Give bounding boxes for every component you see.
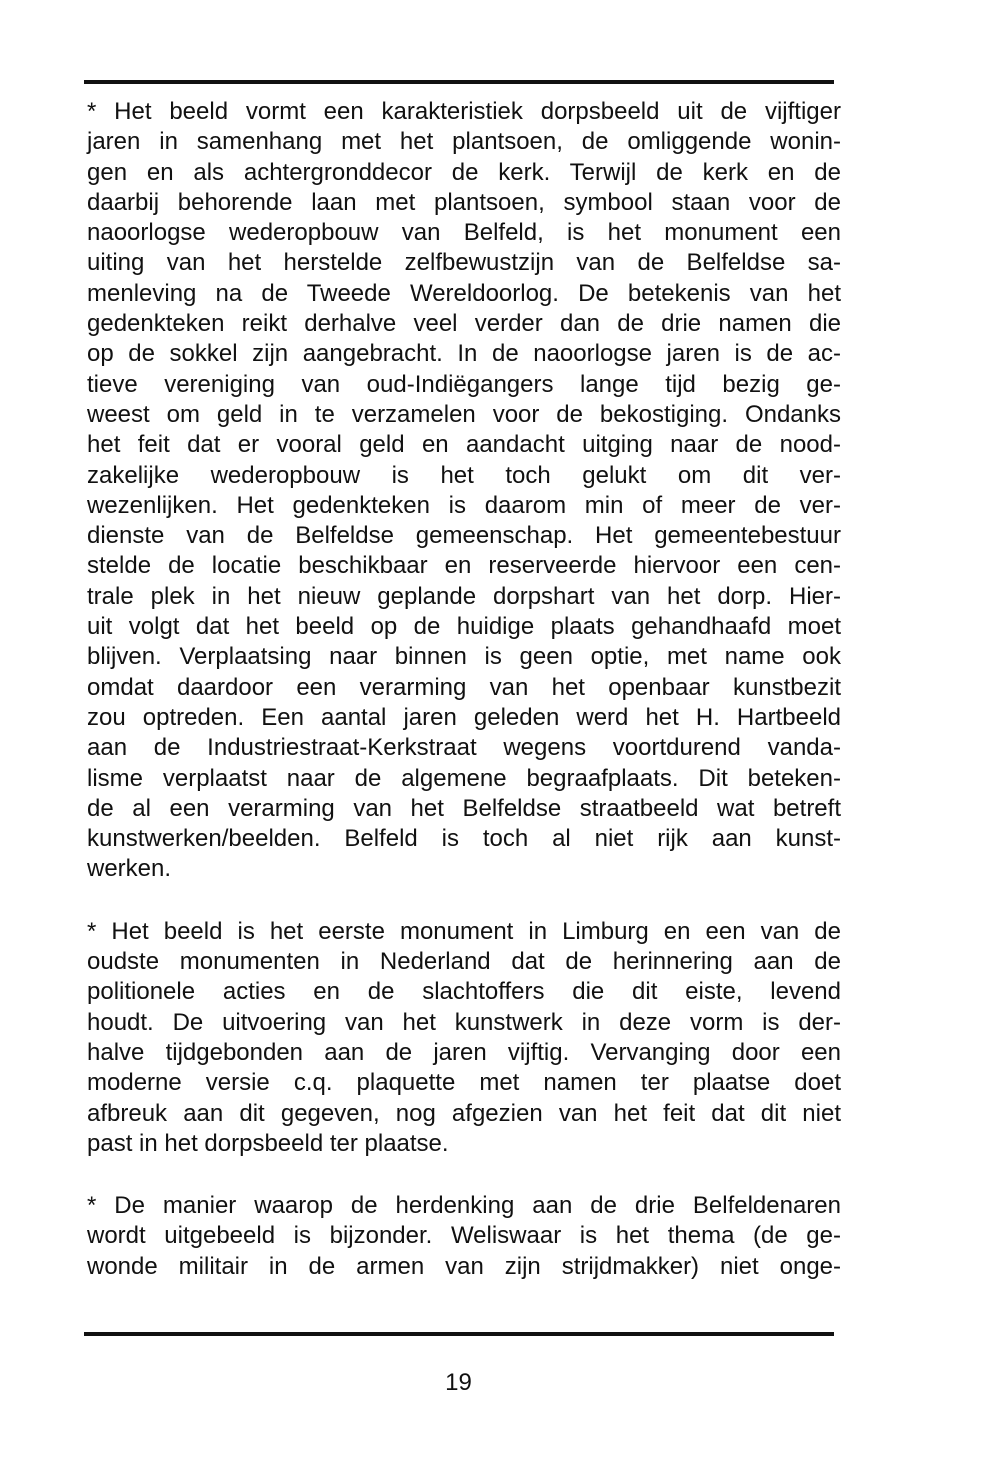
text-line: kunstwerken/beelden. Belfeld is toch al niet rijk aan kunst- bbox=[87, 825, 841, 853]
text-line: op de sokkel zijn aangebracht. In de naoorlogse jaren is de ac- bbox=[87, 340, 841, 368]
text-line: oudste monumenten in Nederland dat de herinnering aan de bbox=[87, 948, 841, 976]
text-line: houdt. De uitvoering van het kunstwerk in deze vorm is der- bbox=[87, 1008, 841, 1036]
paragraph bbox=[87, 97, 841, 885]
text-line: moderne versie c.q. plaquette met namen ter plaatse doet bbox=[87, 1069, 841, 1097]
text-line: trale plek in het nieuw geplande dorpshart van het dorp. Hier- bbox=[87, 582, 841, 610]
text-line: daarbij behorende laan met plantsoen, symbool staan voor de bbox=[87, 188, 841, 216]
text-line: * Het beeld is het eerste monument in Limburg en een van de bbox=[87, 917, 841, 945]
text-line: lisme verplaatst naar de algemene begraafplaats. Dit beteken- bbox=[87, 764, 841, 792]
paragraph-gap bbox=[87, 1159, 841, 1191]
text-line: wonde militair in de armen van zijn strijdmakker) niet onge- bbox=[87, 1252, 841, 1280]
page-body bbox=[87, 97, 841, 1282]
text-line: stelde de locatie beschikbaar en reserveerde hiervoor een cen- bbox=[87, 552, 841, 580]
text-line: gen en als achtergronddecor de kerk. Terwijl de kerk en de bbox=[87, 158, 841, 186]
text-line: menleving na de Tweede Wereldoorlog. De betekenis van het bbox=[87, 279, 841, 307]
text-line: aan de Industriestraat-Kerkstraat wegens voortdurend vanda- bbox=[87, 734, 841, 762]
text-line: de al een verarming van het Belfeldse straatbeeld wat betreft bbox=[87, 794, 841, 822]
text-line: jaren in samenhang met het plantsoen, de omliggende wonin- bbox=[87, 128, 841, 156]
text-line: uit volgt dat het beeld op de huidige plaats gehandhaafd moet bbox=[87, 613, 841, 641]
text-line: politionele acties en de slachtoffers die dit eiste, levend bbox=[87, 978, 841, 1006]
text-line: * Het beeld vormt een karakteristiek dorpsbeeld uit de vijftiger bbox=[87, 98, 841, 125]
paragraph bbox=[87, 917, 841, 1159]
text-line: tieve vereniging van oud-Indiëgangers lange tijd bezig ge- bbox=[87, 370, 841, 398]
bottom-rule bbox=[84, 1332, 834, 1336]
paragraph bbox=[87, 1191, 841, 1282]
text-line: wordt uitgebeeld is bijzonder. Weliswaar is het thema (de ge- bbox=[87, 1222, 841, 1250]
text-line: weest om geld in te verzamelen voor de bekostiging. Ondanks bbox=[87, 400, 841, 428]
paragraph-gap bbox=[87, 885, 841, 917]
text-line: werken. bbox=[87, 855, 172, 883]
text-line: afbreuk aan dit gegeven, nog afgezien van het feit dat dit niet bbox=[87, 1099, 841, 1127]
top-rule bbox=[84, 80, 834, 84]
text-line: * De manier waarop de herdenking aan de drie Belfeldenaren bbox=[87, 1192, 841, 1220]
text-line: blijven. Verplaatsing naar binnen is geen optie, met name ook bbox=[87, 643, 841, 671]
text-line: zou optreden. Een aantal jaren geleden werd het H. Hartbeeld bbox=[87, 703, 841, 731]
text-line: het feit dat er vooral geld en aandacht uitging naar de nood- bbox=[87, 431, 841, 459]
text-line: uiting van het herstelde zelfbewustzijn van de Belfeldse sa- bbox=[87, 249, 841, 277]
text-line: past in het dorpsbeeld ter plaatse. bbox=[87, 1129, 449, 1157]
text-line: gedenkteken reikt derhalve veel verder dan de drie namen die bbox=[87, 310, 841, 338]
text-line: naoorlogse wederopbouw van Belfeld, is het monument een bbox=[87, 219, 841, 247]
text-line: zakelijke wederopbouw is het toch gelukt om dit ver- bbox=[87, 461, 841, 489]
text-line: halve tijdgebonden aan de jaren vijftig. Vervanging door een bbox=[87, 1038, 841, 1066]
page-number: 19 bbox=[445, 1369, 472, 1396]
text-line: omdat daardoor een verarming van het openbaar kunstbezit bbox=[87, 673, 841, 701]
text-line: wezenlijken. Het gedenkteken is daarom min of meer de ver- bbox=[87, 491, 841, 519]
text-line: dienste van de Belfeldse gemeenschap. Het gemeentebestuur bbox=[87, 522, 841, 550]
